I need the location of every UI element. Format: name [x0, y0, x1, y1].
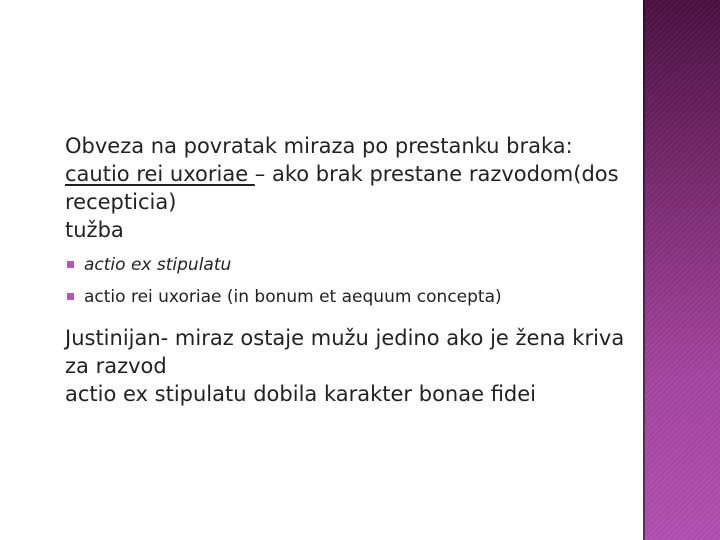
- bullet-text: Obveza na povratak miraza po prestanku braka:: [65, 134, 573, 158]
- sub-bullet-list: [42, 249, 632, 313]
- bullet-item-miraz-obligation: [42, 132, 632, 160]
- bullet-text: actio ex stipulatu dobila karakter bonae fidei: [65, 382, 537, 406]
- bullet-list: [42, 132, 632, 408]
- sub-bullet-text: actio rei uxoriae (in bonum et aequum concepta): [84, 287, 502, 307]
- bullet-item-justinijan: [42, 324, 632, 380]
- square-bullet-icon: [67, 261, 74, 268]
- bullet-item-tuzba: [42, 216, 632, 244]
- bullet-underlined-term: cautio rei uxoriae: [65, 162, 255, 186]
- bullet-item-bonae-fidei: [42, 380, 632, 408]
- sub-bullet-item: [67, 281, 632, 313]
- bullet-text: Justinijan- miraz ostaje mužu jedino ako je žena kriva za razvod: [65, 326, 625, 378]
- sub-bullet-item: [67, 249, 632, 281]
- decorative-side-band: [643, 0, 720, 540]
- square-bullet-icon: [67, 293, 74, 300]
- bullet-item-cautio: [42, 160, 632, 216]
- bullet-text: – ako brak prestane razvodom(dos recepticia): [65, 162, 619, 214]
- sub-bullet-text: actio ex stipulatu: [84, 255, 232, 275]
- bullet-text: tužba: [65, 218, 124, 242]
